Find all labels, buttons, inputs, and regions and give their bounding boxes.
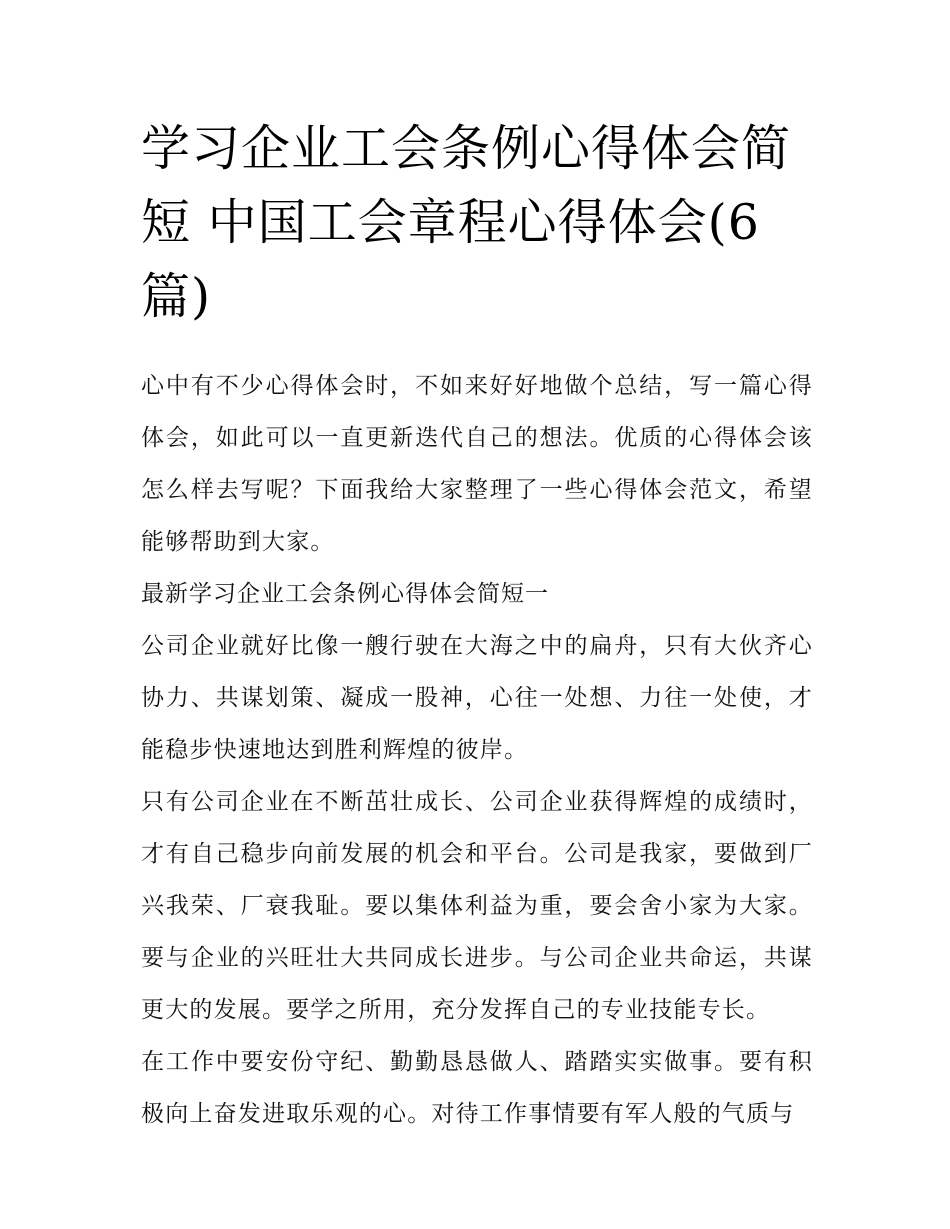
body-paragraph-1: 公司企业就好比像一艘行驶在大海之中的扁舟，只有大伙齐心协力、共谋划策、凝成一股神，心往一处想、力往一处使，才能稳步快速地达到胜利辉煌的彼岸。 bbox=[141, 633, 813, 763]
body-paragraph-2: 只有公司企业在不断茁壮成长、公司企业获得辉煌的成绩时，才有自己稳步向前发展的机会和平台。公司是我家，要做到厂兴我荣、厂衰我耻。要以集体利益为重，要会舍小家为大家。要与企业的兴旺壮大共同成长进步。与公司企业共命运，共谋更大的发展。要学之所用，充分发挥自己的专业技能专长。 bbox=[141, 789, 813, 1023]
body-paragraph-3: 在工作中要安份守纪、勤勤恳恳做人、踏踏实实做事。要有积极向上奋发进取乐观的心。对待工作事情要有军人般的气质与 bbox=[141, 1049, 813, 1127]
section-heading: 最新学习企业工会条例心得体会简短一 bbox=[141, 581, 549, 607]
document-title: 学习企业工会条例心得体会简短 中国工会章程心得体会(6篇) bbox=[141, 120, 792, 325]
document-page bbox=[141, 112, 813, 1140]
intro-paragraph: 心中有不少心得体会时，不如来好好地做个总结，写一篇心得体会，如此可以一直更新迭代自己的想法。优质的心得体会该怎么样去写呢？下面我给大家整理了一些心得体会范文，希望能够帮助到大家。 bbox=[141, 373, 813, 555]
